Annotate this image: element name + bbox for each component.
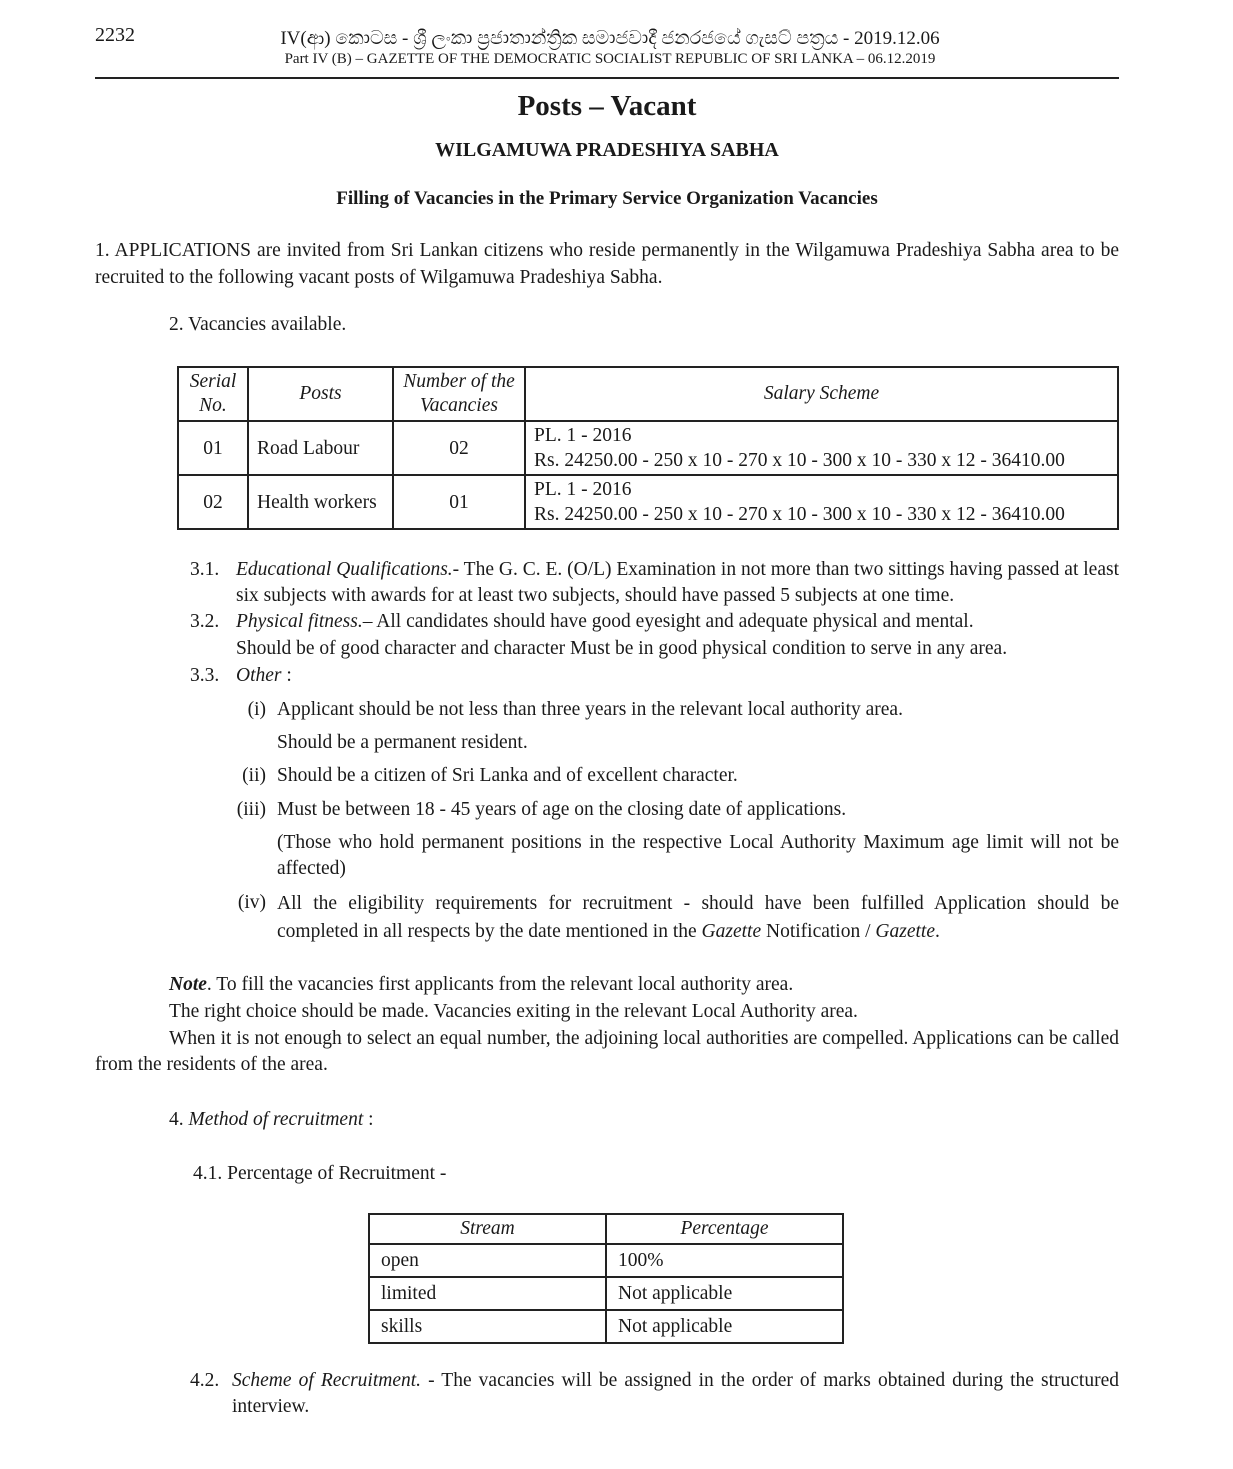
stream-cell: open bbox=[369, 1244, 606, 1277]
gazette-italic: Gazette bbox=[875, 921, 935, 942]
vacancy-table bbox=[177, 366, 1119, 530]
other-heading bbox=[236, 663, 292, 689]
table-row bbox=[369, 1310, 843, 1343]
page-number: 2232 bbox=[95, 24, 135, 46]
qualification-number: 3.2. bbox=[190, 611, 220, 632]
header-posts: Posts bbox=[248, 367, 393, 421]
list-item: Should be a citizen of Sri Lanka and of excellent character. bbox=[277, 765, 738, 786]
salary-cell bbox=[525, 475, 1118, 529]
count-cell: 01 bbox=[393, 475, 525, 529]
qualification-number: 3.3. bbox=[190, 665, 220, 686]
note-line: When it is not enough to select an equal number, the adjoining local authorities are compelled. Applications can be called from the residents of the area. bbox=[95, 1028, 1119, 1075]
table-row bbox=[369, 1277, 843, 1310]
header-rule bbox=[95, 77, 1119, 79]
header-salary: Salary Scheme bbox=[525, 367, 1118, 421]
method-label: Method of recruitment bbox=[188, 1109, 364, 1130]
eligibility-text: All the eligibility requirements for recruitment - should have been fulfilled Application should be completed in all respects by the date mentioned in the bbox=[277, 893, 1119, 942]
method-number: 4. bbox=[169, 1109, 184, 1130]
educational-label: Educational Qualifications. bbox=[236, 559, 453, 580]
list-item: (Those who hold permanent positions in the respective Local Authority Maximum age limit will not be affected) bbox=[277, 832, 1119, 879]
organization-name: WILGAMUWA PRADESHIYA SABHA bbox=[435, 139, 779, 161]
physical-text: – All candidates should have good eyesight and adequate physical and mental. bbox=[362, 611, 974, 632]
intro-paragraph: 1. APPLICATIONS are invited from Sri Lankan citizens who reside permanently in the Wilgamuwa Pradeshiya Sabha area to be recruited to the following vacant posts of Wilgamuwa Pradeshiya Sabha. bbox=[95, 240, 1119, 288]
scheme-label: Scheme of Recruitment. bbox=[232, 1370, 422, 1391]
qualification-number: 3.1. bbox=[190, 559, 220, 580]
count-cell: 02 bbox=[393, 421, 525, 475]
header-percentage: Percentage bbox=[606, 1214, 843, 1244]
scheme-of-recruitment bbox=[232, 1368, 1119, 1420]
percentage-heading: 4.1. Percentage of Recruitment - bbox=[193, 1163, 447, 1184]
gazette-italic: Gazette bbox=[701, 921, 762, 942]
stream-cell: limited bbox=[369, 1277, 606, 1310]
salary-code: PL. 1 - 2016 bbox=[534, 425, 632, 446]
page-title: Posts – Vacant bbox=[517, 90, 697, 122]
serial-cell: 01 bbox=[178, 421, 248, 475]
salary-cell bbox=[525, 421, 1118, 475]
note-label: Note bbox=[169, 974, 207, 995]
salary-code: PL. 1 - 2016 bbox=[534, 479, 632, 500]
salary-scale: Rs. 24250.00 - 250 x 10 - 270 x 10 - 300 x 10 - 330 x 12 - 36410.00 bbox=[534, 504, 1065, 525]
table-header-row bbox=[178, 367, 1118, 421]
note-line: The right choice should be made. Vacancies exiting in the relevant Local Authority area. bbox=[169, 1001, 858, 1022]
other-colon: : bbox=[281, 665, 292, 686]
method-colon: : bbox=[363, 1109, 374, 1130]
post-cell: Road Labour bbox=[248, 421, 393, 475]
gazette-header-sinhala: IV(ආ) කොටස - ශ්‍රී ලංකා ප්‍රජාතාන්ත්‍රික සමාජවාදී ජනරජයේ ගැසට් පත්‍රය - 2019.12.06 bbox=[280, 28, 940, 49]
scheme-number: 4.2. bbox=[190, 1370, 220, 1391]
header-serial: Serial No. bbox=[178, 367, 248, 421]
table-row bbox=[369, 1244, 843, 1277]
physical-fitness bbox=[236, 609, 1119, 635]
header-stream: Stream bbox=[369, 1214, 606, 1244]
list-item: Should be a permanent resident. bbox=[277, 732, 528, 753]
list-item-number: (i) bbox=[247, 699, 266, 720]
eligibility-text: Notification / bbox=[761, 921, 876, 942]
stream-cell: skills bbox=[369, 1310, 606, 1343]
note-line bbox=[169, 972, 1119, 998]
gazette-header-english: Part IV (B) – GAZETTE OF THE DEMOCRATIC SOCIALIST REPUBLIC OF SRI LANKA – 06.12.2019 bbox=[284, 51, 936, 67]
other-label: Other bbox=[236, 665, 282, 686]
physical-fitness-line2: Should be of good character and character Must be in good physical condition to serve in any area. bbox=[236, 638, 1008, 659]
serial-cell: 02 bbox=[178, 475, 248, 529]
list-item-number: (ii) bbox=[242, 765, 266, 786]
table-header-row bbox=[369, 1214, 843, 1244]
educational-qualifications bbox=[236, 557, 1119, 609]
list-item bbox=[277, 890, 1119, 946]
percentage-table bbox=[368, 1213, 844, 1344]
salary-scale: Rs. 24250.00 - 250 x 10 - 270 x 10 - 300 x 10 - 330 x 12 - 36410.00 bbox=[534, 450, 1065, 471]
list-item-number: (iii) bbox=[236, 799, 266, 820]
percentage-cell: Not applicable bbox=[606, 1277, 843, 1310]
eligibility-text: . bbox=[934, 921, 940, 942]
post-cell: Health workers bbox=[248, 475, 393, 529]
table-row bbox=[178, 421, 1118, 475]
scheme-text: - The vacancies will be assigned in the order of marks obtained during the structured interview. bbox=[232, 1370, 1119, 1417]
header-vacancies: Number of the Vacancies bbox=[393, 367, 525, 421]
physical-label: Physical fitness. bbox=[236, 611, 363, 632]
percentage-cell: 100% bbox=[606, 1244, 843, 1277]
list-item-number: (iv) bbox=[237, 892, 266, 913]
educational-text: - The G. C. E. (O/L) Examination in not more than two sittings having passed at least six subjects with awards for at least two subjects, should have passed 5 subjects at one time. bbox=[236, 559, 1119, 606]
table-row bbox=[178, 475, 1118, 529]
notice-subtitle: Filling of Vacancies in the Primary Service Organization Vacancies bbox=[336, 188, 878, 209]
vacancies-heading: 2. Vacancies available. bbox=[169, 314, 347, 335]
list-item: Must be between 18 - 45 years of age on the closing date of applications. bbox=[277, 799, 847, 820]
list-item: Applicant should be not less than three years in the relevant local authority area. bbox=[277, 699, 903, 720]
note-text: . To fill the vacancies first applicants from the relevant local authority area. bbox=[206, 974, 794, 995]
percentage-cell: Not applicable bbox=[606, 1310, 843, 1343]
method-heading bbox=[169, 1107, 374, 1133]
